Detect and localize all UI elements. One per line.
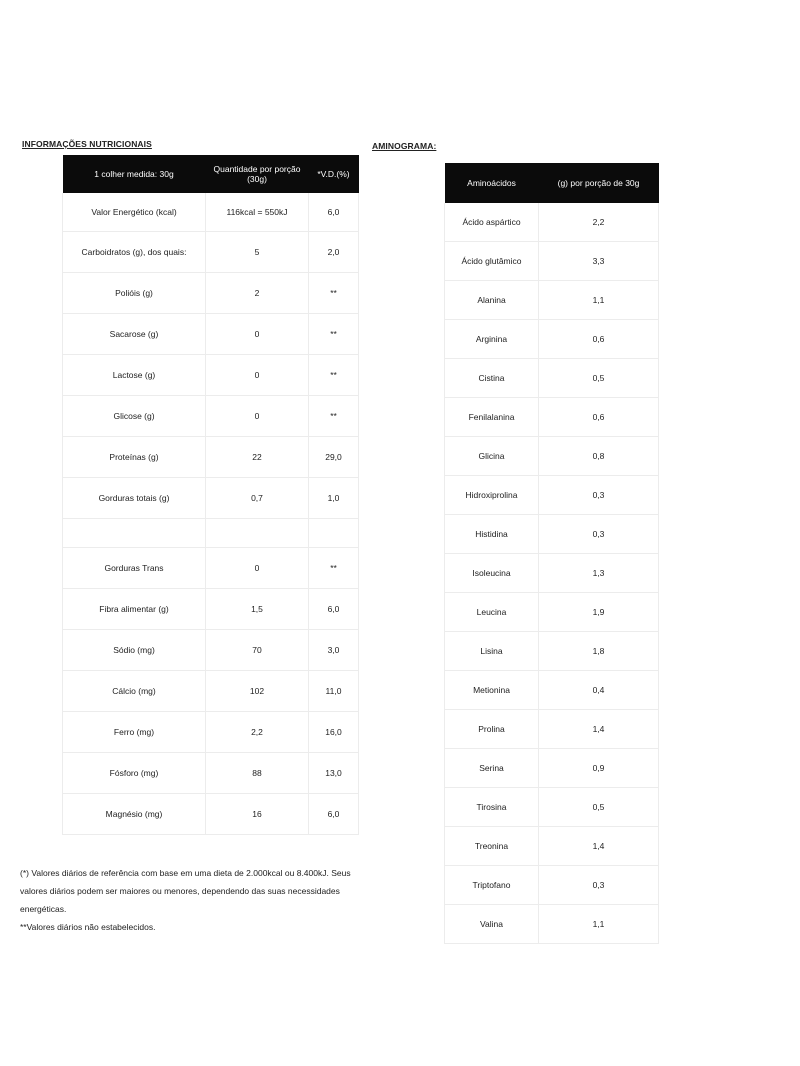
nutrition-header-portion: 1 colher medida: 30g [63, 155, 206, 193]
nutrition-row [63, 273, 359, 314]
nutrition-table [62, 155, 359, 835]
aminogram-amount-cell: 1,4 [539, 827, 659, 866]
nutrition-daily-value-cell: 11,0 [309, 671, 359, 712]
aminogram-amino-acid-cell: Treonina [445, 827, 539, 866]
aminogram-amino-acid-cell: Lisina [445, 632, 539, 671]
footnotes [20, 864, 380, 936]
nutrition-nutrient-cell: Sacarose (g) [63, 314, 206, 355]
nutrition-quantity-cell: 0 [206, 396, 309, 437]
nutrition-daily-value-cell [309, 519, 359, 548]
aminogram-row [445, 827, 659, 866]
nutrition-header-daily-value: *V.D.(%) [309, 155, 359, 193]
aminogram-header-amount: (g) por porção de 30g [539, 163, 659, 203]
nutrition-nutrient-cell: Ferro (mg) [63, 712, 206, 753]
aminogram-amino-acid-cell: Alanina [445, 281, 539, 320]
nutrition-daily-value-cell: 29,0 [309, 437, 359, 478]
aminogram-amount-cell: 1,4 [539, 710, 659, 749]
nutrition-daily-value-cell: 3,0 [309, 630, 359, 671]
nutrition-nutrient-cell: Cálcio (mg) [63, 671, 206, 712]
aminogram-amino-acid-cell: Serina [445, 749, 539, 788]
nutrition-quantity-cell: 0 [206, 548, 309, 589]
nutrition-row [63, 314, 359, 355]
aminogram-amino-acid-cell: Prolina [445, 710, 539, 749]
aminogram-amount-cell: 0,6 [539, 398, 659, 437]
aminogram-table [444, 163, 659, 944]
nutrition-daily-value-cell: ** [309, 548, 359, 589]
nutrition-row [63, 232, 359, 273]
nutrition-daily-value-cell: ** [309, 314, 359, 355]
nutrition-daily-value-cell: 2,0 [309, 232, 359, 273]
aminogram-amino-acid-cell: Tirosina [445, 788, 539, 827]
nutrition-row [63, 437, 359, 478]
nutrition-daily-value-cell: 1,0 [309, 478, 359, 519]
nutrition-header-quantity: Quantidade por porção (30g) [206, 155, 309, 193]
aminogram-amino-acid-cell: Triptofano [445, 866, 539, 905]
aminogram-amino-acid-cell: Glicina [445, 437, 539, 476]
nutrition-quantity-cell: 0 [206, 355, 309, 396]
nutrition-row [63, 478, 359, 519]
nutrition-quantity-cell [206, 519, 309, 548]
nutrition-row [63, 753, 359, 794]
nutrition-nutrient-cell: Glicose (g) [63, 396, 206, 437]
aminogram-header-amino-acid: Aminoácidos [445, 163, 539, 203]
aminogram-amount-cell: 0,5 [539, 359, 659, 398]
nutrition-daily-value-cell: ** [309, 355, 359, 396]
aminogram-amount-cell: 0,3 [539, 476, 659, 515]
nutrition-row [63, 794, 359, 835]
aminogram-amino-acid-cell: Histidina [445, 515, 539, 554]
nutrition-quantity-cell: 1,5 [206, 589, 309, 630]
aminogram-amino-acid-cell: Isoleucina [445, 554, 539, 593]
aminogram-amino-acid-cell: Fenilalanina [445, 398, 539, 437]
nutrition-nutrient-cell: Lactose (g) [63, 355, 206, 396]
aminogram-amount-cell: 1,1 [539, 905, 659, 944]
aminogram-amino-acid-cell: Valina [445, 905, 539, 944]
nutrition-nutrient-cell: Gorduras totais (g) [63, 478, 206, 519]
aminogram-amino-acid-cell: Metionina [445, 671, 539, 710]
aminogram-row [445, 203, 659, 242]
nutrition-heading: INFORMAÇÕES NUTRICIONAIS [22, 139, 152, 149]
footnote-not-established: **Valores diários não estabelecidos. [20, 922, 156, 932]
nutrition-row [63, 355, 359, 396]
aminogram-amino-acid-cell: Leucina [445, 593, 539, 632]
aminogram-amount-cell: 0,8 [539, 437, 659, 476]
nutrition-row [63, 193, 359, 232]
nutrition-quantity-cell: 22 [206, 437, 309, 478]
aminogram-amino-acid-cell: Ácido glutâmico [445, 242, 539, 281]
nutrition-daily-value-cell: ** [309, 396, 359, 437]
nutrition-quantity-cell: 102 [206, 671, 309, 712]
aminogram-amount-cell: 0,3 [539, 515, 659, 554]
aminogram-row [445, 905, 659, 944]
aminogram-row [445, 710, 659, 749]
nutrition-quantity-cell: 116kcal = 550kJ [206, 193, 309, 232]
aminogram-row [445, 515, 659, 554]
aminogram-header-row [445, 163, 659, 203]
aminogram-amount-cell: 0,9 [539, 749, 659, 788]
nutrition-row [63, 630, 359, 671]
nutrition-daily-value-cell: 13,0 [309, 753, 359, 794]
aminogram-amount-cell: 1,1 [539, 281, 659, 320]
aminogram-amount-cell: 1,9 [539, 593, 659, 632]
nutrition-row [63, 519, 359, 548]
nutrition-quantity-cell: 0 [206, 314, 309, 355]
nutrition-quantity-cell: 88 [206, 753, 309, 794]
aminogram-heading: AMINOGRAMA: [372, 141, 437, 151]
nutrition-row [63, 548, 359, 589]
nutrition-nutrient-cell: Gorduras Trans [63, 548, 206, 589]
nutrition-nutrient-cell: Valor Energético (kcal) [63, 193, 206, 232]
nutrition-nutrient-cell: Sódio (mg) [63, 630, 206, 671]
aminogram-amount-cell: 0,4 [539, 671, 659, 710]
nutrition-row [63, 671, 359, 712]
nutrition-nutrient-cell: Carboidratos (g), dos quais: [63, 232, 206, 273]
footnote-reference: (*) Valores diários de referência com base em uma dieta de 2.000kcal ou 8.400kJ. Seus valores diários podem ser maiores ou menores, dependendo das suas necessidades energéticas. [20, 868, 351, 914]
nutrition-nutrient-cell: Polióis (g) [63, 273, 206, 314]
nutrition-daily-value-cell: 6,0 [309, 193, 359, 232]
aminogram-amino-acid-cell: Hidroxiprolina [445, 476, 539, 515]
aminogram-row [445, 398, 659, 437]
aminogram-amount-cell: 2,2 [539, 203, 659, 242]
aminogram-row [445, 671, 659, 710]
aminogram-amount-cell: 1,3 [539, 554, 659, 593]
aminogram-amino-acid-cell: Arginina [445, 320, 539, 359]
nutrition-nutrient-cell: Proteínas (g) [63, 437, 206, 478]
nutrition-row [63, 396, 359, 437]
aminogram-amount-cell: 3,3 [539, 242, 659, 281]
aminogram-amino-acid-cell: Cistina [445, 359, 539, 398]
nutrition-quantity-cell: 16 [206, 794, 309, 835]
aminogram-amount-cell: 0,3 [539, 866, 659, 905]
aminogram-row [445, 632, 659, 671]
nutrition-daily-value-cell: 6,0 [309, 589, 359, 630]
nutrition-header-row [63, 155, 359, 193]
aminogram-amino-acid-cell: Ácido aspártico [445, 203, 539, 242]
nutrition-daily-value-cell: 6,0 [309, 794, 359, 835]
aminogram-amount-cell: 0,5 [539, 788, 659, 827]
nutrition-quantity-cell: 70 [206, 630, 309, 671]
aminogram-row [445, 749, 659, 788]
nutrition-nutrient-cell [63, 519, 206, 548]
nutrition-daily-value-cell: 16,0 [309, 712, 359, 753]
aminogram-row [445, 554, 659, 593]
nutrition-quantity-cell: 0,7 [206, 478, 309, 519]
nutrition-nutrient-cell: Magnésio (mg) [63, 794, 206, 835]
nutrition-row [63, 712, 359, 753]
aminogram-row [445, 593, 659, 632]
nutrition-daily-value-cell: ** [309, 273, 359, 314]
aminogram-row [445, 476, 659, 515]
aminogram-amount-cell: 0,6 [539, 320, 659, 359]
aminogram-row [445, 320, 659, 359]
nutrition-quantity-cell: 2,2 [206, 712, 309, 753]
aminogram-row [445, 866, 659, 905]
aminogram-row [445, 359, 659, 398]
nutrition-nutrient-cell: Fibra alimentar (g) [63, 589, 206, 630]
aminogram-row [445, 788, 659, 827]
aminogram-amount-cell: 1,8 [539, 632, 659, 671]
nutrition-quantity-cell: 5 [206, 232, 309, 273]
nutrition-quantity-cell: 2 [206, 273, 309, 314]
aminogram-row [445, 281, 659, 320]
nutrition-nutrient-cell: Fósforo (mg) [63, 753, 206, 794]
aminogram-row [445, 242, 659, 281]
nutrition-row [63, 589, 359, 630]
aminogram-row [445, 437, 659, 476]
